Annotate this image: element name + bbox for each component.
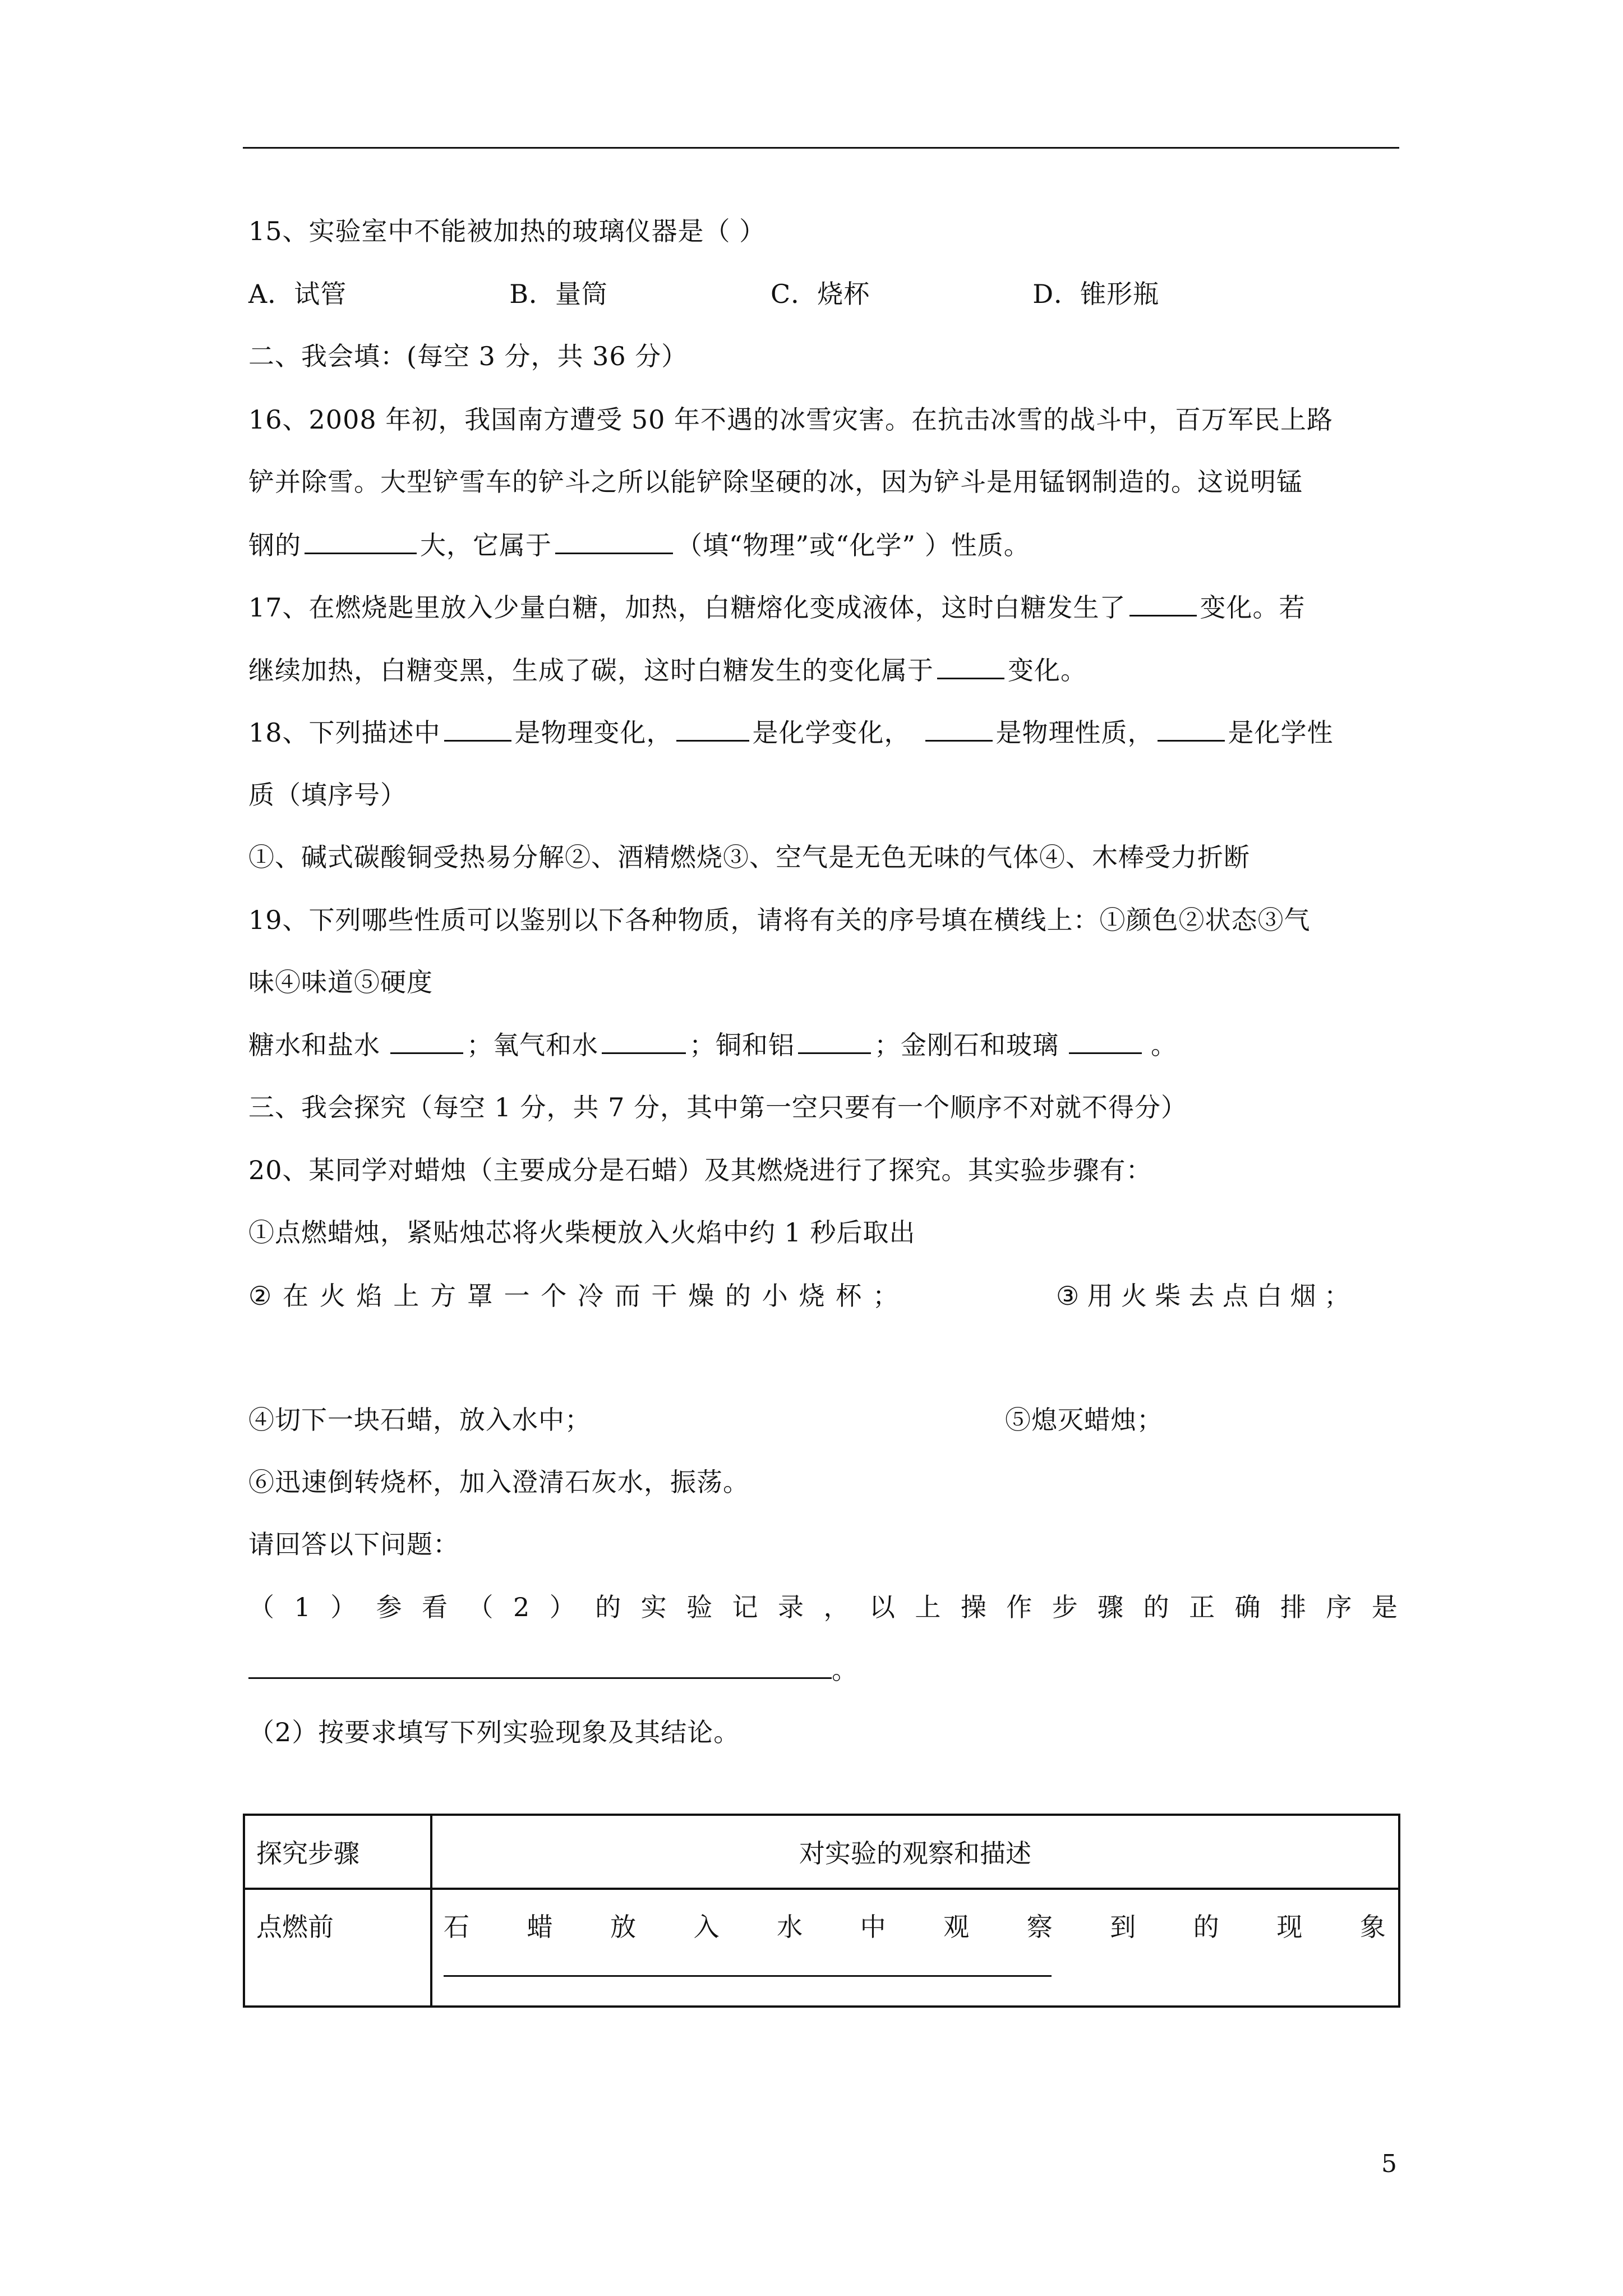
table-header-step: 探究步骤 [244,1815,431,1889]
q20-sub1-char: ） [549,1592,576,1622]
q20-step6: ⑥迅速倒转烧杯，加入澄清石灰水，振荡。 [248,1467,749,1497]
q20-step2-char: 在 [283,1281,309,1311]
q18-line1 [248,715,1334,749]
q20-sub2: （2）按要求填写下列实验现象及其结论。 [248,1717,740,1747]
q17-line1 [248,590,1306,624]
q19-line2: 味④味道⑤硬度 [248,967,433,997]
q20-step2-char: 个 [541,1281,568,1311]
q20-step2-char: 火 [319,1281,346,1311]
q20-step2-char: 而 [614,1281,641,1311]
observation-char: 入 [693,1912,720,1942]
q20-sub1-char: 录 [778,1592,804,1622]
q17-blank-1[interactable] [1129,590,1197,616]
q19-blank-3[interactable] [798,1028,871,1054]
q20-step3-char: 柴 [1155,1281,1182,1311]
q20-sub1-char: （ [248,1592,275,1622]
q20-step3-char: ； [1324,1281,1350,1311]
q16-line3-c: （填“物理”或“化学” ）性质。 [676,530,1030,560]
q17-line2-b: 变化。 [1008,655,1087,685]
q20-sub1-char: 操 [960,1592,987,1622]
q18-blank-4[interactable] [1158,715,1225,742]
observation-char: 蜡 [527,1912,553,1942]
q20-sub1-char: 是 [1371,1592,1398,1622]
q18-line1-b: 是物理变化， [514,717,673,748]
q17-line2-a: 继续加热，白糖变黑，生成了碳，这时白糖发生的变化属于 [248,655,934,685]
q20-sub1-char: 记 [732,1592,759,1622]
q20-sub1-char: 看 [422,1592,449,1622]
q20-sub1-char: 作 [1006,1592,1033,1622]
q20-step3-char: 点 [1222,1281,1249,1311]
q20-sub1-char: 的 [1143,1592,1170,1622]
q20-prompt: 请回答以下问题： [248,1529,459,1559]
q20-stem: 20、某同学对蜡烛（主要成分是石蜡）及其燃烧进行了探究。其实验步骤有： [248,1155,1152,1185]
q20-step2 [248,1279,899,1313]
q20-sub1-char: ） [330,1592,357,1622]
q20-sub1-answer [248,1653,858,1687]
q15-option-a: A．试管 [248,279,347,309]
q20-step2-char: ② [248,1281,273,1311]
table-header-row [244,1815,1399,1889]
q16-line3-b: 大，它属于 [420,530,552,560]
q20-step2-3 [248,1279,1350,1313]
q20-step3-char: 火 [1121,1281,1147,1311]
q20-step3-char: 白 [1256,1281,1283,1311]
q19-line3 [248,1028,1177,1062]
q20-step2-char: 干 [651,1281,678,1311]
q20-step2-char: 烧 [799,1281,826,1311]
table-row-observation [431,1889,1399,2007]
q16-blank-1[interactable] [305,528,417,554]
q20-sub1-char: 上 [915,1592,942,1622]
observation-char: 水 [777,1912,803,1942]
q20-sub1-char: ， [823,1592,850,1622]
q18-line1-d: 是物理性质， [995,717,1154,748]
observation-char: 观 [943,1912,970,1942]
q20-step3-char: ③ [1056,1281,1080,1311]
table-row [244,1889,1399,2007]
section2-heading: 二、我会填：(每空 3 分，共 36 分） [248,341,688,371]
q20-sub1-char: 正 [1189,1592,1216,1622]
q15-stem: 15、实验室中不能被加热的玻璃仪器是（ ） [248,216,766,246]
q18-line2: 质（填序号） [248,780,407,810]
q20-step2-char: 冷 [578,1281,604,1311]
q20-sub1-char: 以 [869,1592,896,1622]
q20-step2-char: 燥 [688,1281,715,1311]
observation-blank[interactable] [444,1975,1052,1977]
q18-line1-c: 是化学变化， [752,717,911,748]
observation-table [243,1814,1400,2008]
observation-char: 到 [1110,1912,1136,1942]
q20-step3 [1056,1279,1350,1313]
observation-char: 放 [610,1912,637,1942]
q20-sub1-char: 排 [1280,1592,1307,1622]
q20-step2-char: 一 [504,1281,531,1311]
q20-step2-char: 方 [430,1281,457,1311]
q20-sub1 [248,1590,1398,1624]
q18-line3: ①、碱式碳酸铜受热易分解②、酒精燃烧③、空气是无色无味的气体④、木棒受力折断 [248,842,1250,872]
q19-blank-2[interactable] [602,1028,686,1054]
q17-line2 [248,653,1087,687]
q20-sub1-char: 参 [376,1592,403,1622]
q20-step4-5 [248,1403,1163,1437]
q20-step2-char: ； [873,1281,899,1311]
q18-blank-3[interactable] [925,715,993,742]
q20-sub1-char: 实 [640,1592,667,1622]
q20-step2-char: 的 [725,1281,751,1311]
table-row-step: 点燃前 [244,1889,431,2007]
q20-step2-char: 焰 [356,1281,383,1311]
header-rule [243,147,1399,149]
q20-step3-char: 烟 [1290,1281,1317,1311]
q20-sub1-char: 序 [1326,1592,1353,1622]
q18-line1-e: 是化学性 [1228,717,1334,748]
observation-text [444,1907,1386,1944]
q16-line2: 铲并除雪。大型铲雪车的铲斗之所以能铲除坚硬的冰，因为铲斗是用锰钢制造的。这说明锰 [248,467,1303,497]
q20-step5: ⑤熄灭蜡烛； [1005,1405,1163,1435]
q20-step3-char: 用 [1087,1281,1114,1311]
q20-step1: ①点燃蜡烛，紧贴烛芯将火柴梗放入火焰中约 1 秒后取出 [248,1217,916,1248]
q18-blank-2[interactable] [676,715,749,742]
q20-step4: ④切下一块石蜡，放入水中； [248,1405,591,1435]
observation-char: 中 [860,1912,886,1942]
q19-line3-b: ；氧气和水 [467,1030,598,1060]
q19-line1: 19、下列哪些性质可以鉴别以下各种物质，请将有关的序号填在横线上：①颜色②状态③气 [248,905,1311,935]
q18-blank-1[interactable] [444,715,511,742]
q17-line1-b: 变化。若 [1200,592,1306,623]
q16-line1: 16、2008 年初，我国南方遭受 50 年不遇的冰雪灾害。在抗击冰雪的战斗中，百万军民上路 [248,404,1333,435]
q15-option-b: B．量筒 [509,279,608,309]
q16-line3 [248,528,1030,562]
q20-sub1-char: 验 [686,1592,713,1622]
q20-sub1-char: 步 [1052,1592,1078,1622]
q20-order-blank[interactable] [248,1653,832,1679]
q15-options [248,277,1159,311]
section3-heading: 三、我会探究（每空 1 分，共 7 分，其中第一空只要有一个顺序不对就不得分） [248,1092,1188,1122]
q20-sub1-char: 骤 [1098,1592,1124,1622]
q16-blank-2[interactable] [555,528,673,554]
observation-char: 现 [1276,1912,1303,1942]
q15-option-d: D．锥形瓶 [1032,279,1160,309]
q18-line1-a: 18、下列描述中 [248,717,441,748]
q17-blank-2[interactable] [937,653,1004,679]
q17-line1-a: 17、在燃烧匙里放入少量白糖，加热，白糖熔化变成液体，这时白糖发生了 [248,592,1126,623]
q16-line3-a: 钢的 [248,530,301,560]
page-number: 5 [1381,2150,1397,2178]
q19-line3-c: ；铜和铝 [689,1030,795,1060]
q15-option-c: C．烧杯 [771,279,870,309]
q20-sub1-char: 2 [513,1592,531,1622]
table-header-observation: 对实验的观察和描述 [431,1815,1399,1889]
q20-step2-char: 上 [393,1281,420,1311]
q19-line3-d: ；金刚石和玻璃 [874,1030,1059,1060]
q20-sub1-char: （ [467,1592,494,1622]
q20-step2-char: 小 [762,1281,789,1311]
observation-char: 石 [444,1912,469,1942]
q19-blank-4[interactable] [1069,1028,1142,1054]
observation-char: 察 [1026,1912,1053,1942]
observation-char: 象 [1359,1912,1386,1942]
q19-line3-e: 。 [1151,1030,1177,1060]
observation-char: 的 [1193,1912,1219,1942]
q20-step2-char: 杯 [836,1281,863,1311]
q20-step2-char: 罩 [467,1281,494,1311]
q19-blank-1[interactable] [390,1028,463,1054]
q20-sub1-char: 1 [294,1592,311,1622]
q20-step3-char: 去 [1188,1281,1215,1311]
q19-line3-a: 糖水和盐水 [248,1030,380,1060]
q20-sub1-char: 的 [595,1592,622,1622]
q20-sub1-text [248,1590,1398,1624]
q20-sub1-end: 。 [832,1655,858,1685]
q20-sub1-char: 确 [1234,1592,1261,1622]
